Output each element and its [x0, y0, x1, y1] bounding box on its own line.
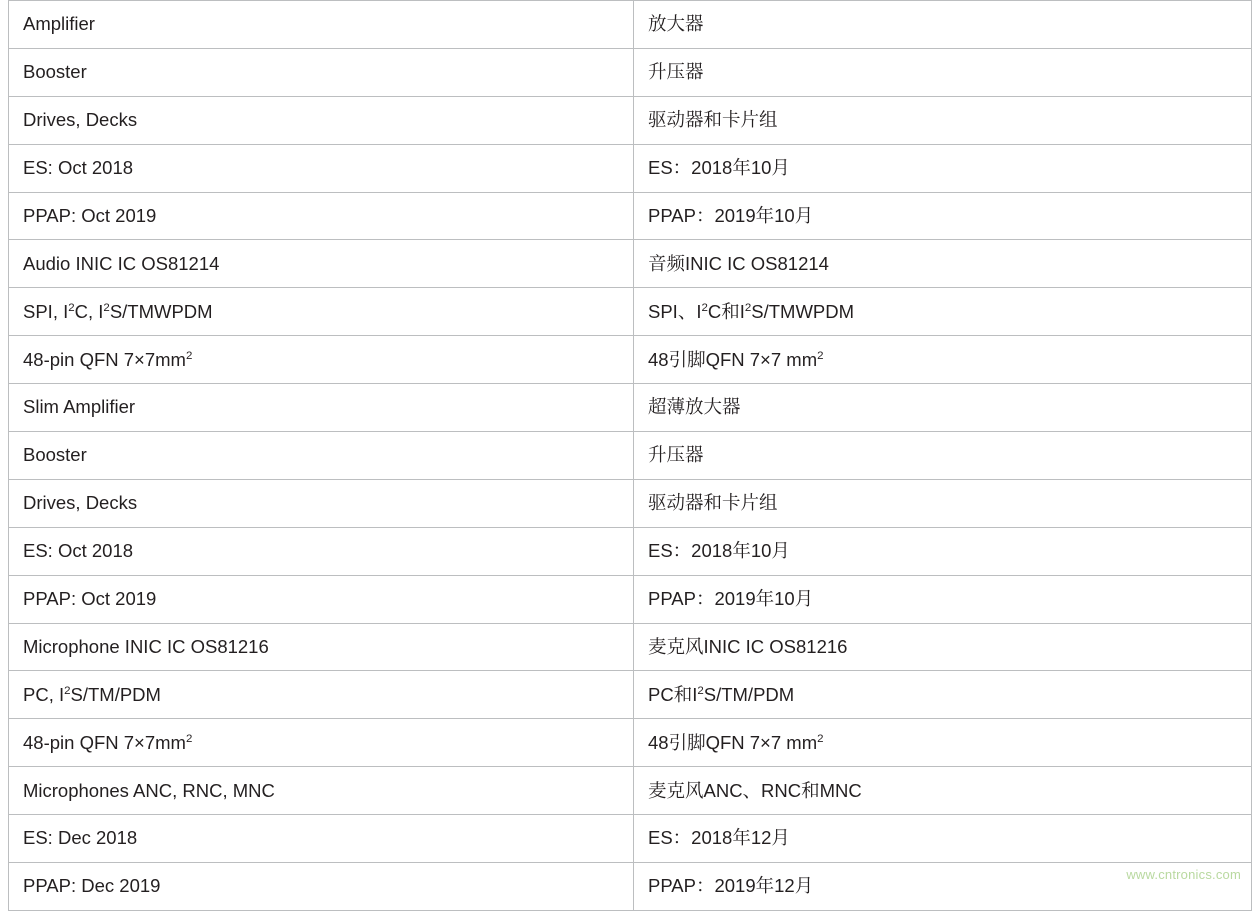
cell-chinese: 放大器	[634, 1, 1252, 49]
cell-chinese: 超薄放大器	[634, 384, 1252, 432]
cell-english: ES: Dec 2018	[9, 815, 634, 863]
cell-chinese: 音频INIC IC OS81214	[634, 240, 1252, 288]
cell-chinese: 驱动器和卡片组	[634, 96, 1252, 144]
table-row	[9, 144, 1252, 192]
cell-chinese: 麦克风INIC IC OS81216	[634, 623, 1252, 671]
site-watermark: www.cntronics.com	[1126, 867, 1241, 882]
table-body	[9, 1, 1252, 911]
cell-chinese: ES：2018年10月	[634, 144, 1252, 192]
cell-english: ES: Oct 2018	[9, 527, 634, 575]
table-row	[9, 1, 1252, 49]
cell-english: PC, $I^2S/TM$/PDM	[9, 671, 634, 719]
cell-english: Amplifier	[9, 1, 634, 49]
cell-chinese: ES：2018年12月	[634, 815, 1252, 863]
cell-chinese: PC和$I^2S/TM$/PDM	[634, 671, 1252, 719]
cell-chinese: PPAP：2019年10月	[634, 575, 1252, 623]
table-row	[9, 815, 1252, 863]
table-row	[9, 863, 1252, 911]
cell-english: PPAP: Oct 2019	[9, 575, 634, 623]
cell-chinese: SPI、$I^2C$和$I^2S$/TMWPDM	[634, 288, 1252, 336]
bilingual-table	[8, 0, 1252, 911]
cell-chinese: 升压器	[634, 48, 1252, 96]
table-row	[9, 671, 1252, 719]
table-row	[9, 384, 1252, 432]
cell-chinese: 48引脚QFN 7×7 $mm^2$	[634, 336, 1252, 384]
table-row	[9, 527, 1252, 575]
cell-english: Booster	[9, 432, 634, 480]
table-row	[9, 96, 1252, 144]
cell-english: Drives, Decks	[9, 96, 634, 144]
cell-english: Microphone INIC IC OS81216	[9, 623, 634, 671]
cell-english: Drives, Decks	[9, 479, 634, 527]
table-row	[9, 623, 1252, 671]
cell-chinese: 麦克风ANC、RNC和MNC	[634, 767, 1252, 815]
cell-chinese: PPAP：2019年10月	[634, 192, 1252, 240]
table-row	[9, 719, 1252, 767]
table-row	[9, 767, 1252, 815]
table-row	[9, 192, 1252, 240]
cell-english: SPI, $I^2C$, $I^2S$/TMWPDM	[9, 288, 634, 336]
cell-english: PPAP: Dec 2019	[9, 863, 634, 911]
table-row	[9, 479, 1252, 527]
table-row	[9, 288, 1252, 336]
cell-chinese: 升压器	[634, 432, 1252, 480]
cell-english: Audio INIC IC OS81214	[9, 240, 634, 288]
cell-chinese: ES：2018年10月	[634, 527, 1252, 575]
table-row	[9, 48, 1252, 96]
cell-english: 48-pin QFN $7\times 7mm^2$	[9, 336, 634, 384]
cell-english: PPAP: Oct 2019	[9, 192, 634, 240]
table-row	[9, 336, 1252, 384]
cell-english: Microphones ANC, RNC, MNC	[9, 767, 634, 815]
table-row	[9, 432, 1252, 480]
cell-english: 48-pin QFN $7\times 7mm^2$	[9, 719, 634, 767]
cell-chinese: 48引脚QFN 7×7 $mm^2$	[634, 719, 1252, 767]
cell-english: Booster	[9, 48, 634, 96]
cell-chinese: 驱动器和卡片组	[634, 479, 1252, 527]
table-row	[9, 240, 1252, 288]
cell-chinese: PPAP：2019年12月	[634, 863, 1252, 911]
cell-english: Slim Amplifier	[9, 384, 634, 432]
cell-english: ES: Oct 2018	[9, 144, 634, 192]
table-row	[9, 575, 1252, 623]
